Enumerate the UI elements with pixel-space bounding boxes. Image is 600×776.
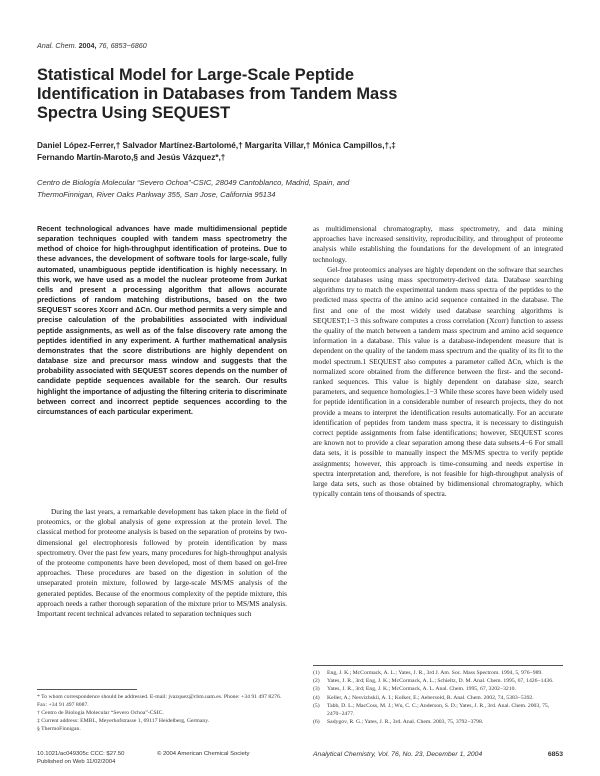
body-paragraph: Gel-free proteomics analyses are highly dependent on the software that searches sequence databases using mass spectrometry-derived data. Database searching algorithms try to match the experimental tandem mass spectra of the peptides to the predicted mass spectra of the amino acid sequence contained in the database. The first and one of the most widely used database searching algorithms is SEQUEST;1−3 this software computes a cross correlation (Xcorr) function to assess the quality of the match between a tandem mass spectrum and amino acid sequence information in a database. This value is a database-independent measure that is dependent on the quality of the tandem mass spectrum and the quality of its fit to the model spectrum.1 SEQUEST also computes a parameter called ΔCn, which is the normalized score obtained from the difference between the first- and the second-ranked sequences. This value is highly dependent on database size, search parameters, and sequence homologies.1−3 While these scores have been widely used for peptide identification in a considerable number of research projects, they do not provide a means to interpret the identification results automatically. For an accurate identification of peptides from tandem mass spectra, it is necessary to distinguish correct peptide assignments from false identifications; however, SEQUEST scores are known not to provide a clear separation among these data subsets.4−6 For small data sets, it is possible to manually inspect the MS/MS spectra to verify peptide assignments; however, this approach is time-consuming and needs expertise in spectra interpretation and, therefore, is not feasible for high-throughput analysis of large data sets, such as those obtained by bidimensional chromatography, which typically contain tens of thousands of spectra. [313,264,563,499]
footnote-corresponding: * To whom correspondence should be addressed. E-mail: jvazquez@cbm.uam.es. Phone: +34 91 497 8276. Fax: +34 91 497 8087. [37,694,282,708]
footer-doi: 10.1021/ac049305c CCC: $27.50 [37,751,125,757]
reference-text: Tabb, D. L.; MacCoss, M. J.; Wu, C. C.; Anderson, S. D.; Yates, J. R., 3rd. Anal. Chem. 2003, 75, 2470−2477. [327,702,550,718]
body-left-column [37,507,287,619]
reference-number: (5) [313,702,320,709]
article-title [37,66,537,123]
page-number: 6853 [547,751,563,758]
references-divider [313,665,563,666]
reference-text: Yates, J. R., 3rd; Eng, J. K.; McCormack, A. L.; Schieltz, D. M. Anal. Chem. 1995, 67, 1426−1436. [327,678,554,685]
reference-number: (4) [313,694,320,701]
reference-item [313,702,563,718]
reference-number: (2) [313,678,320,685]
body-right-column [313,224,563,499]
reference-number: (1) [313,670,320,676]
journal-pages: 6853−6860 [110,41,147,50]
reference-text: Eng, J. K.; McCormack, A. L.; Yates, J. R., 3rd J. Am. Soc. Mass Spectrom. 1994, 5, 976−989. [327,670,543,676]
reference-item [313,677,563,685]
footnote-thermo: § ThermoFinnigan. [37,726,81,732]
body-paragraph: as multidimensional chromatography, mass spectrometry, and data mining approaches have increased sensitivity, reproducibility, and throughput of proteome analysis while establishing the foundations for the development of an integrated technology. [313,224,563,264]
abstract: Recent technological advances have made multidimensional peptide separation techniques coupled with tandem mass spectrometry the method of choice for high-throughput identification of proteins. Due to these advances, the development of software tools for large-scale, fully automated, unambiguous peptide identification is highly necessary. In this work, we have used as a model the nuclear proteome from Jurkat cells and present a processing algorithm that allows accurate predictions of random matching distributions, based on the two SEQUEST scores Xcorr and ΔCn. Our method permits a very simple and precise calculation of the probabilities associated with individual peptide assignments, as well as of the false discovery rate among the peptides identified in any experiment. A further mathematical analysis demonstrates that the score distributions are highly dependent on database size and precursor mass window and suggests that the probability associated with SEQUEST scores depends on the number of candidate peptide sequences available for the search. Our results highlight the importance of adjusting the filtering criteria to discriminate between correct and incorrect peptide sequences according to the circumstances of each particular experiment. [37,224,287,416]
reference-text: Yates, J. R., 3rd; Eng, J. K.; McCormack, A. L. Anal. Chem. 1995, 67, 3202−3210. [327,686,516,693]
title-line: Identification in Databases from Tandem Mass [37,85,398,103]
reference-item [313,685,563,693]
reference-text: Sadygov, R. G.; Yates, J. R., 3rd. Anal. Chem. 2003, 75, 3792−3798. [327,719,484,726]
reference-number: (3) [313,686,320,693]
footer-doi-block [37,751,124,766]
author-list [37,140,557,164]
footer-published: Published on Web 11/02/2004 [37,758,116,765]
journal-name: Anal. Chem. [37,41,77,50]
reference-item [313,694,563,702]
affiliation-line: Centro de Biología Molecular “Severo Ochoa”-CSIC, 28049 Cantoblanco, Madrid, Spain, and [37,178,350,187]
footnote-divider [37,689,137,690]
journal-year: 2004, [78,41,97,50]
reference-text: Keller, A.; Nesvizhskii, A. I.; Kolker, E.; Aebersold, R. Anal. Chem. 2002, 74, 5383−5392. [327,694,534,701]
footnote-affiliation: † Centro de Biología Molecular “Severo Ochoa”-CSIC. [37,710,164,716]
journal-citation [37,41,147,50]
footer-journal-block [313,751,563,758]
footnote-current-address: ‡ Current address: EMBL, Meyerhofstrasse 1, 69117 Heidelberg, Germany. [37,718,210,724]
title-line: Statistical Model for Large-Scale Peptide [37,66,354,84]
title-line: Spectra Using SEQUEST [37,104,231,122]
journal-volume: 76, [98,41,109,50]
footer-copyright: © 2004 American Chemical Society [157,751,250,757]
affiliations [37,177,557,200]
footer-journal-issue: Analytical Chemistry, Vol. 76, No. 23, December 1, 2004 [313,751,483,758]
reference-number: (6) [313,719,320,726]
reference-list [313,669,563,726]
author-line: Fernando Martín-Maroto,§ and Jesús Vázquez*,† [37,153,226,162]
reference-item [313,718,563,726]
author-line: Daniel López-Ferrer,† Salvador Martínez-Bartolomé,† Margarita Villar,† Mónica Campillos,†,‡ [37,141,396,150]
body-paragraph: During the last years, a remarkable development has taken place in the field of proteomics, or the global analysis of gene expression at the protein level. The classical method for proteome analysis is based on the separation of proteins by two-dimensional gel electrophoresis followed by protein identification by mass spectrometry. Over the past few years, many procedures for high-throughput analysis of the proteome components have been developed, most of them based on gel-free approaches. These procedures are based on the digestion in solution of the unseparated protein mixture, followed by large-scale MS/MS analysis of the generated peptides. Because of the enormous complexity of the peptide mixture, this approach needs a rather thorough separation of the mixture prior to MS/MS analysis. Important recent technical advances related to separation techniques such [37,507,287,619]
reference-item [313,669,563,677]
footnotes [37,693,287,733]
affiliation-line: ThermoFinnigan, River Oaks Parkway 355, San Jose, California 95134 [37,189,276,199]
